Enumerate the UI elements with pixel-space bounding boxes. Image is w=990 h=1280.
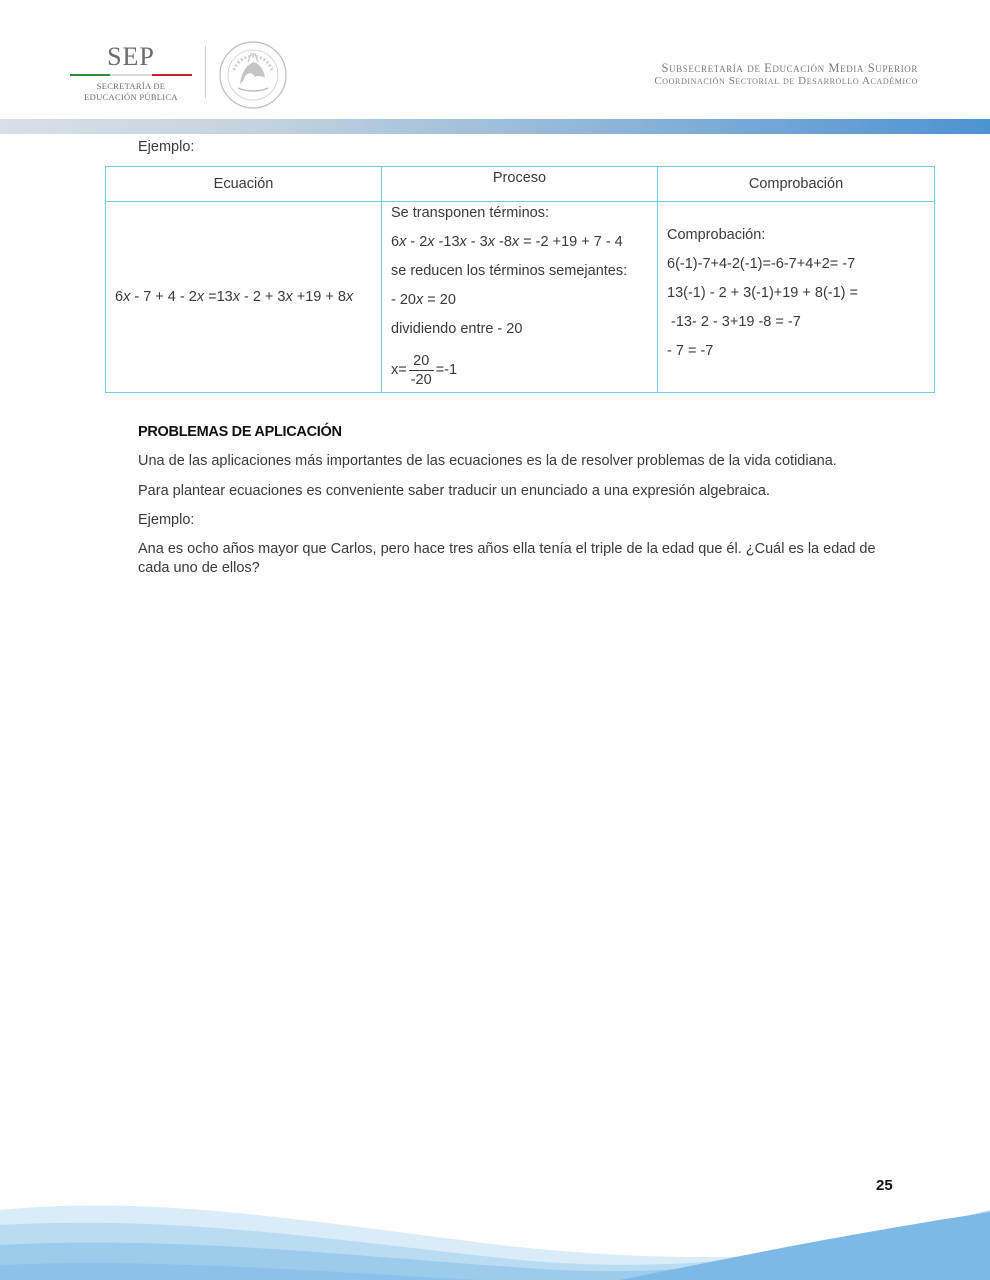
eq-var: x	[232, 289, 240, 305]
proc-var: x	[427, 234, 435, 250]
proc-term: - 20	[391, 292, 416, 308]
example-label-2: Ejemplo:	[138, 512, 195, 528]
paragraph-3: Ana es ocho años mayor que Carlos, pero hace tres años ella tenía el triple de la edad que él. ¿Cuál es la edad de cada uno de ellos?	[138, 541, 876, 576]
eq-var: x	[345, 289, 354, 305]
header-divider	[205, 46, 206, 98]
check-cell	[658, 202, 935, 393]
check-line-4: -13- 2 - 3+19 -8 = -7	[667, 314, 801, 330]
check-line-3: 13(-1) - 2 + 3(-1)+19 + 8(-1) =	[667, 285, 858, 301]
eq-var: x	[285, 289, 293, 305]
eq-term: 6	[115, 289, 124, 305]
process-fraction-line	[391, 349, 649, 391]
equation-table	[105, 166, 935, 393]
eq-term: =13	[204, 289, 233, 305]
equation-cell	[106, 202, 382, 393]
eq-term: - 7 + 4 - 2	[130, 289, 197, 305]
proc-var: x	[399, 234, 407, 250]
table-body-row	[106, 202, 935, 393]
fraction-result: =-1	[435, 362, 458, 378]
section-heading: PROBLEMAS DE APLICACIÓN	[138, 424, 342, 440]
process-line-1: Se transponen términos:	[391, 205, 549, 221]
proc-term: -8	[494, 234, 512, 250]
eq-term: +19 + 8	[292, 289, 346, 305]
proc-term: 6	[391, 234, 400, 250]
process-line-3: se reducen los términos semejantes:	[391, 263, 628, 279]
fraction	[409, 352, 434, 389]
page-header	[0, 0, 990, 120]
org-line2: Coordinación Sectorial de Desarrollo Académico	[654, 75, 918, 87]
header-gradient-band	[0, 119, 990, 134]
fraction-prefix: x=	[391, 362, 407, 378]
check-line-1: Comprobación:	[667, 227, 766, 243]
proc-term: = -2 +19 + 7 - 4	[519, 234, 623, 250]
paragraph-2: Para plantear ecuaciones es conveniente saber traducir un enunciado a una expresión algebraica.	[138, 483, 770, 499]
eq-term: - 2 + 3	[239, 289, 286, 305]
eq-var: x	[123, 289, 131, 305]
check-line-2: 6(-1)-7+4-2(-1)=-6-7+4+2= -7	[667, 256, 856, 272]
proc-term: = 20	[423, 292, 456, 308]
table-header-row	[106, 167, 935, 202]
sep-logo-word: SEP	[107, 42, 155, 71]
fraction-denominator: -20	[410, 371, 432, 388]
process-line-2	[391, 233, 649, 262]
proc-term: - 3	[466, 234, 488, 250]
page-number: 25	[876, 1177, 893, 1194]
proc-term: - 2	[406, 234, 428, 250]
check-line-5: - 7 = -7	[667, 343, 714, 359]
org-line1: Subsecretaría de Educación Media Superior	[661, 61, 918, 75]
eq-var: x	[196, 289, 205, 305]
organization-block	[654, 61, 918, 87]
process-line-4	[391, 291, 649, 320]
fraction-numerator: 20	[413, 352, 430, 369]
footer-wave-decoration	[0, 1190, 990, 1280]
sep-logo-line2: EDUCACIÓN PÚBLICA	[84, 92, 178, 102]
logo-tricolor-rule	[70, 74, 192, 77]
header-ecuacion: Ecuación	[106, 167, 382, 202]
paragraph-1: Una de las aplicaciones más importantes de las ecuaciones es la de resolver problemas de la vida cotidiana.	[138, 453, 837, 469]
sep-logo-line1: SECRETARÍA DE	[96, 81, 166, 91]
proc-var: x	[487, 234, 495, 250]
process-line-5: dividiendo entre - 20	[391, 321, 523, 337]
national-seal-icon	[218, 40, 288, 110]
proc-var: x	[459, 234, 467, 250]
header-proceso: Proceso	[382, 167, 658, 202]
process-cell	[382, 202, 658, 393]
proc-term: -13	[434, 234, 460, 250]
sep-logo	[70, 42, 192, 103]
header-comprobacion: Comprobación	[658, 167, 935, 202]
proc-var: x	[511, 234, 520, 250]
example-label: Ejemplo:	[138, 139, 195, 155]
proc-var: x	[416, 292, 424, 308]
